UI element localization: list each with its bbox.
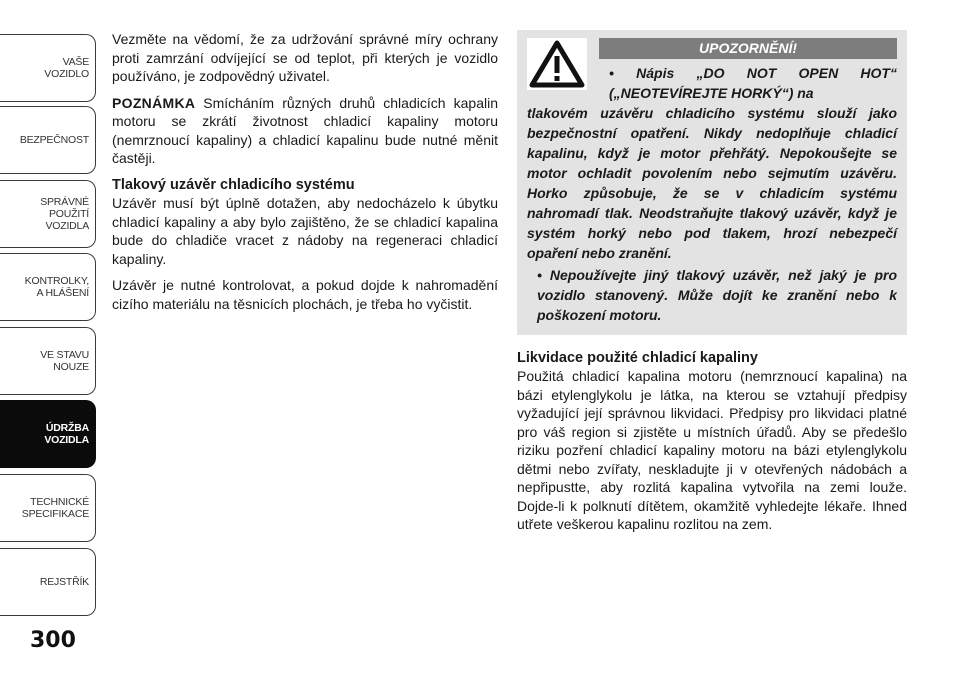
tab-bezpecnost[interactable]: BEZPEČNOST: [0, 106, 96, 174]
warning-triangle-icon: [527, 38, 587, 90]
note-text: Smícháním různých druhů chladicích kapalin motoru se zkrátí životnost chladicí kapaliny motoru (nemrznoucí kapaliny) a chladicí kapalinu bude nutné měnit častěji.: [112, 94, 498, 166]
section-heading: Likvidace použité chladicí kapaliny: [517, 349, 758, 366]
warning-bullet-text: • Nepoužívejte jiný tlakový uzávěr, než jaký je pro vozidlo stanovený. Může dojít ke zranění nebo k poškození motoru.: [537, 266, 897, 323]
section-heading: Tlakový uzávěr chladicího systému: [112, 176, 355, 193]
paragraph: Vezměte na vědomí, že za udržování správné míry ochrany proti zamrzání odvíjející se od teplot, při kterých je vozidlo používáno, je zodpovědný uživatel.: [112, 31, 498, 84]
note-paragraph: [112, 94, 498, 168]
paragraph: Uzávěr musí být úplně dotažen, aby nedocházelo k úbytku chladicí kapaliny a aby bylo zajištěno, že se chladicí kapalina bude do chladiče vracet z nádoby na regeneraci chladicí kapaliny.: [112, 195, 498, 267]
warning-box: [517, 30, 907, 335]
tab-vase-vozidlo[interactable]: VAŠE VOZIDLO: [0, 34, 96, 102]
paragraph: Uzávěr je nutné kontrolovat, a pokud dojde k nahromadění cizího materiálu na těsnicích plochách, je třeba ho vyčistit.: [112, 277, 498, 312]
page-number: 300: [30, 628, 76, 653]
right-column: [517, 30, 907, 542]
tab-ve-stavu-nouze[interactable]: VE STAVU NOUZE: [0, 327, 96, 395]
tab-rejstrik[interactable]: REJSTŘÍK: [0, 548, 96, 616]
tab-udrzba-vozidla[interactable]: ÚDRŽBA VOZIDLA: [0, 400, 96, 468]
tab-spravne-pouziti[interactable]: SPRÁVNÉ POUŽITÍ VOZIDLA: [0, 180, 96, 248]
tab-kontrolky[interactable]: KONTROLKY, A HLÁŠENÍ: [0, 253, 96, 321]
left-column: [112, 30, 498, 321]
paragraph: Použitá chladicí kapalina motoru (nemrznoucí kapalina) na bázi etylenglykolu je látka, na kterou se vztahují předpisy vyžadující její správnou likvidaci. Předpisy pro likvidaci platné pro váš region si zjistěte u místních úřadů. Aby se předešlo riziku pozření chladicí kapaliny motoru na bázi etylenglykolu dětmi nebo zvířaty, neskladujte ji v otevřených nádobách a nepřipustte, aby rozlitá kapalina vytvořila na zemi louže. Dojde-li k polknutí dítětem, okamžitě vyhledejte lékaře. Ihned utřete veškerou kapalinu rozlitou na zem.: [517, 368, 907, 532]
note-label: POZNÁMKA: [112, 94, 196, 111]
warning-title: UPOZORNĚNÍ!: [599, 38, 897, 59]
warning-bullet-text: tlakovém uzávěru chladicího systému slouží jako bezpečnostní opatření. Nikdy nedoplňuje chladicí kapalinu, když je motor přehřátý. Nepokoušejte se motor ochladit povolením nebo sejmutím uzávěru. Horko způsobuje, že se v chladicím systému nahromadí tlak. Neodstraňujte tlakový uzávěr, když je systém horký nebo pod tlakem, hrozí nebezpečí opaření nebo zranění.: [527, 104, 897, 261]
tab-technicke-specifikace[interactable]: TECHNICKÉ SPECIFIKACE: [0, 474, 96, 542]
warning-bullet-start: • Nápis „DO NOT OPEN HOT“ („NEOTEVÍREJTE HORKÝ“) na: [609, 64, 897, 101]
